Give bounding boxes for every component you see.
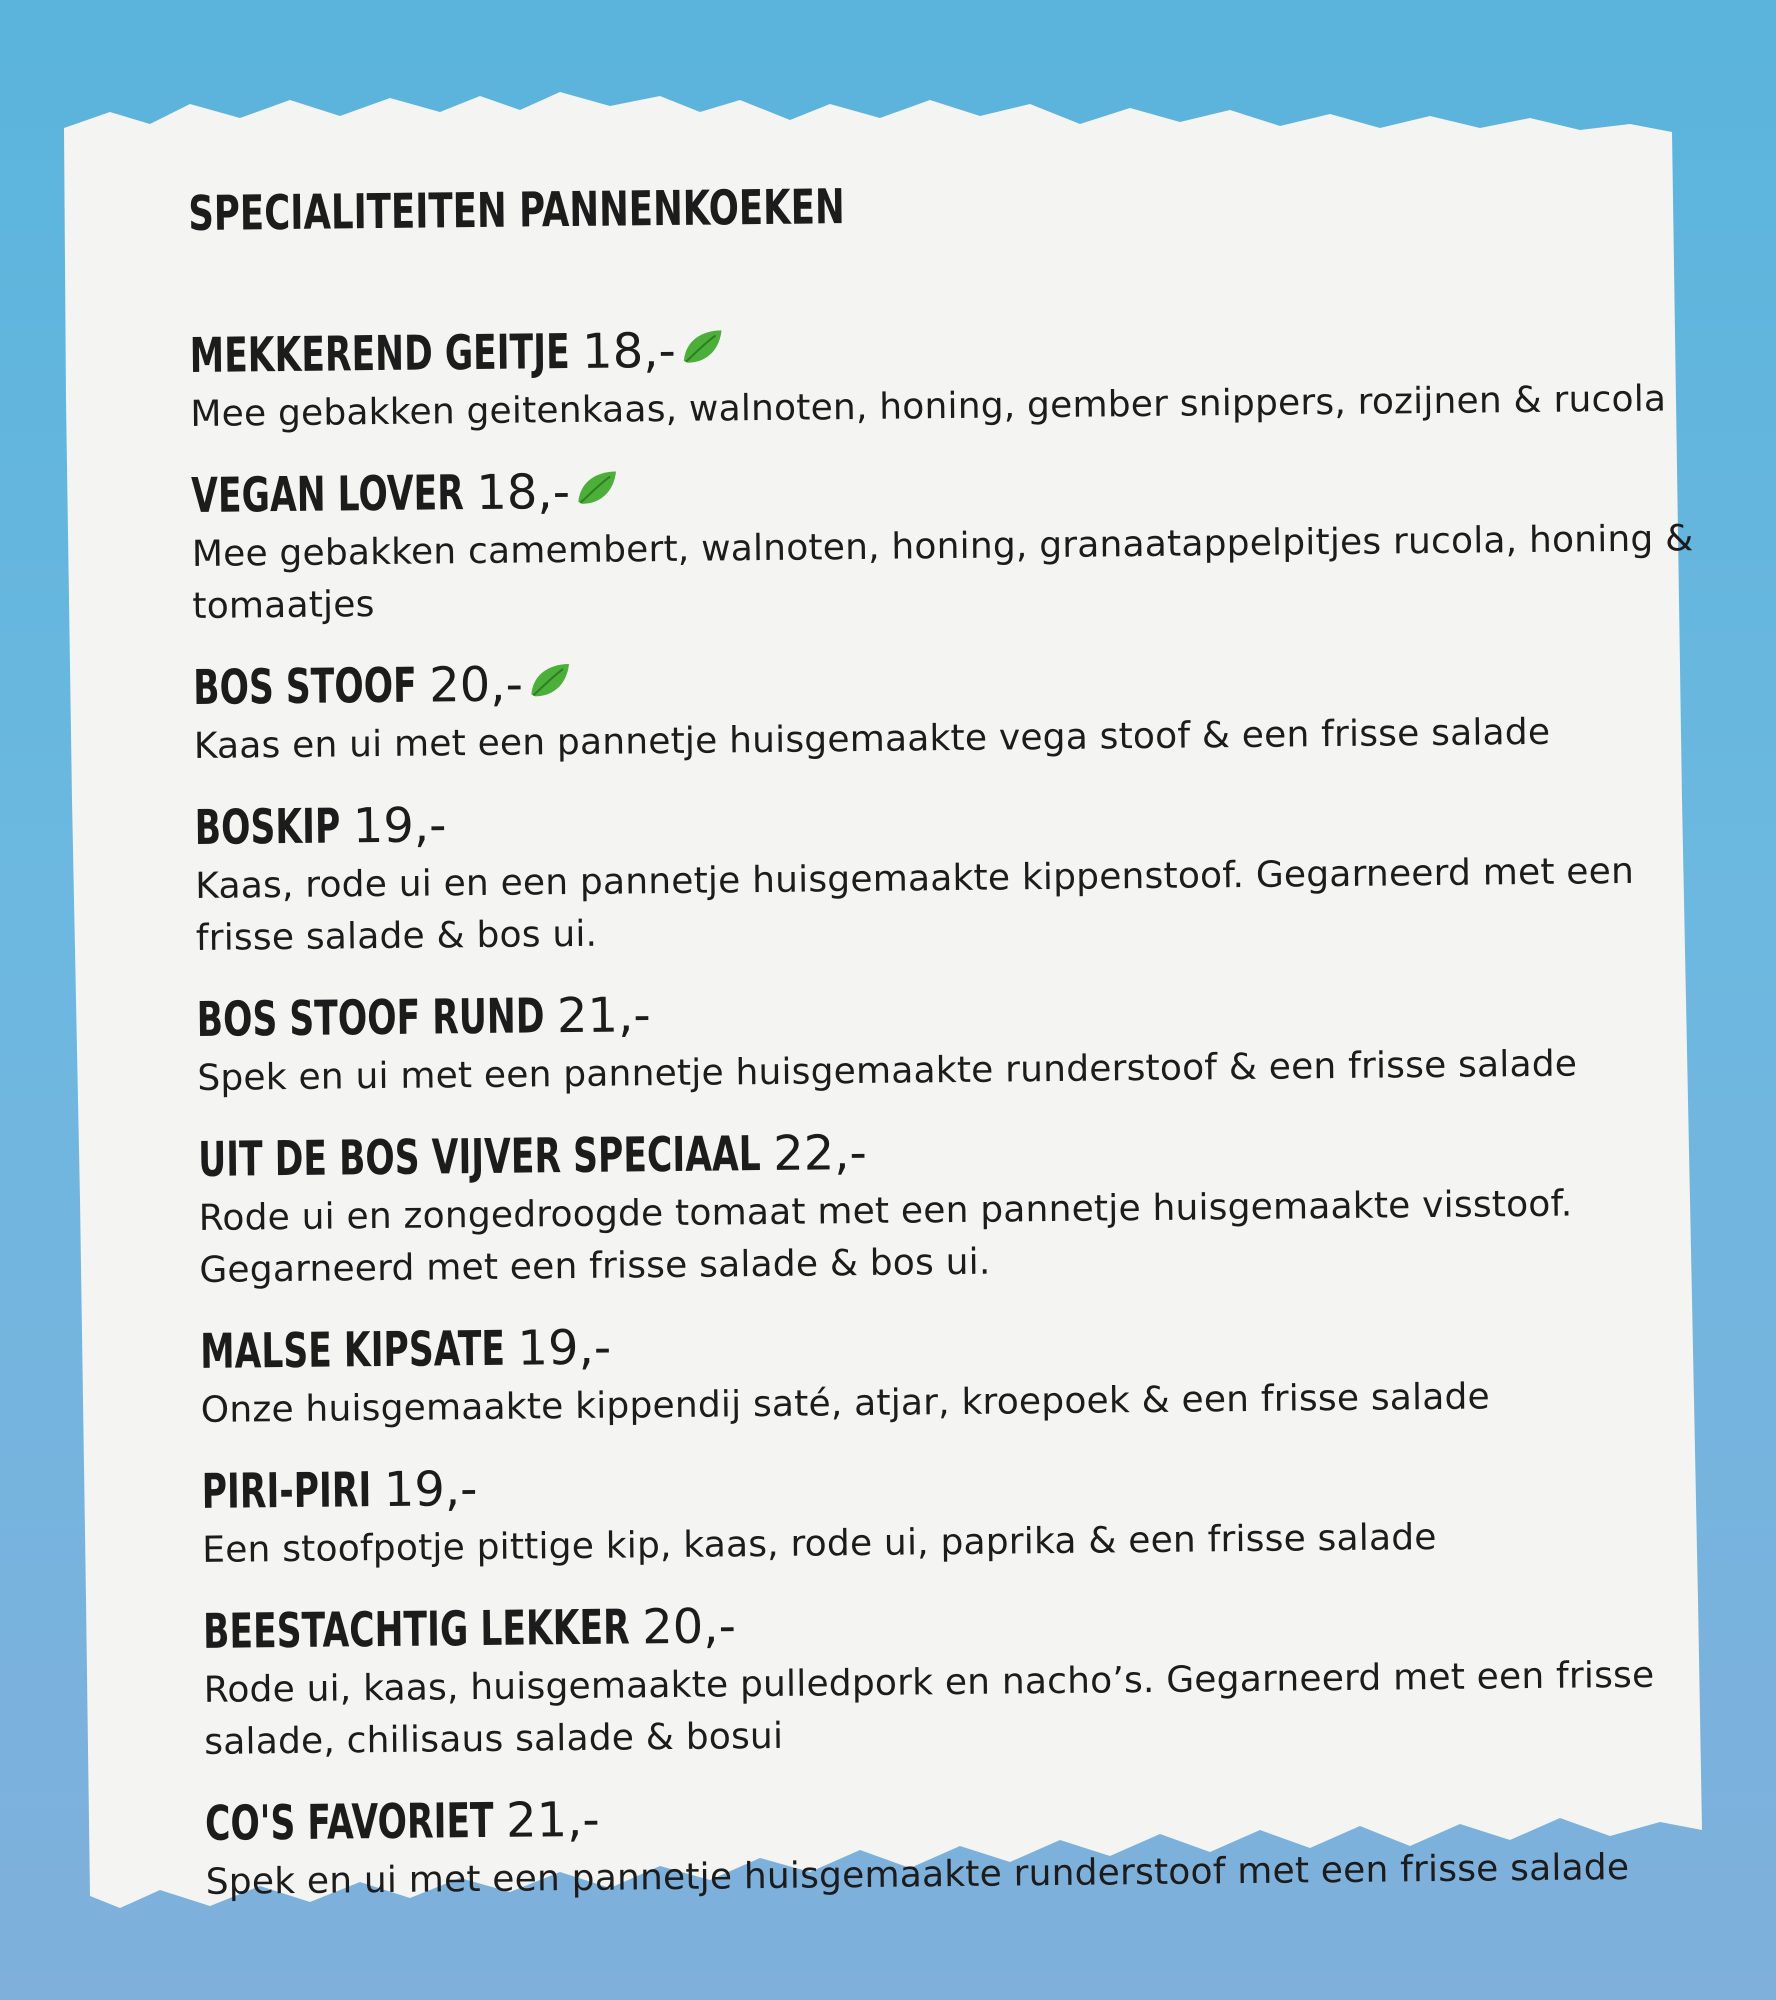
menu-item-header — [198, 1115, 1719, 1189]
menu-item-name: PIRI-PIRI — [201, 1461, 372, 1520]
menu-item-name: BOS STOOF RUND — [196, 988, 545, 1048]
menu-item-8 — [201, 1447, 1722, 1577]
menu-item-header — [200, 1307, 1721, 1381]
menu-item-header — [189, 311, 1710, 385]
menu-title: SPECIALITEITEN PANNENKOEKEN — [187, 179, 845, 242]
menu-item-description: Een stoofpotje pittige kip, kaas, rode ui, paprika & een frisse salade — [202, 1516, 1437, 1571]
menu-item-price: 20,- — [641, 1598, 737, 1656]
menu-item-name: VEGAN LOVER — [190, 464, 465, 524]
menu-item-description: Kaas, rode ui en een pannetje huisgemaakte kippenstoof. Gegarneerd met een frisse salade & bos ui. — [195, 850, 1635, 959]
menu-item-10 — [205, 1779, 1726, 1909]
menu-item-description: Mee gebakken camembert, walnoten, honing, granaatappelpitjes rucola, honing & tomaatjes — [191, 518, 1694, 627]
menu-items-list — [189, 311, 1725, 1909]
menu-item-name-box — [189, 323, 571, 384]
menu-item-name-box — [201, 1461, 372, 1520]
menu-item-name: MEKKEREND GEITJE — [189, 323, 570, 384]
menu-item-name-box — [194, 798, 341, 856]
menu-item-7 — [200, 1307, 1721, 1437]
menu-item-header — [201, 1447, 1722, 1521]
menu-item-name-box — [204, 1792, 494, 1852]
menu-item-name: BEESTACHTIG LEKKER — [202, 1599, 631, 1660]
menu-item-price: 19,- — [517, 1319, 612, 1377]
menu-item-description: Kaas en ui met een pannetje huisgemaakte vega stoof & een frisse salade — [193, 711, 1551, 767]
menu-item-price: 21,- — [556, 986, 651, 1044]
menu-item-header — [193, 643, 1714, 717]
leaf-icon — [574, 467, 618, 507]
menu-content — [188, 172, 1726, 1935]
menu-item-name-box — [192, 657, 417, 716]
menu-item-price: 22,- — [772, 1124, 868, 1182]
menu-item-header — [191, 451, 1712, 525]
menu-item-6 — [198, 1115, 1720, 1297]
menu-item-name: BOS STOOF — [192, 657, 417, 716]
menu-item-3 — [193, 643, 1714, 773]
leaf-icon — [680, 326, 724, 366]
menu-item-price: 18,- — [476, 463, 571, 521]
menu-item-2 — [191, 451, 1713, 633]
menu-item-description: Rode ui en zongedroogde tomaat met een pannetje huisgemaakte visstoof. Gegarneerd met een frisse salade & bos ui. — [198, 1183, 1573, 1291]
menu-item-name-box — [199, 1320, 506, 1380]
menu-item-9 — [203, 1587, 1725, 1769]
menu-item-header — [194, 783, 1715, 857]
menu-item-description: Rode ui, kaas, huisgemaakte pulledpork en nacho’s. Gegarneerd met een frisse salade, chilisaus salade & bosui — [203, 1654, 1655, 1763]
menu-item-name-box — [202, 1599, 631, 1660]
menu-item-header — [196, 975, 1717, 1049]
menu-item-header — [205, 1779, 1726, 1853]
menu-item-name: UIT DE BOS VIJVER SPECIAAL — [197, 1125, 761, 1188]
menu-item-description: Spek en ui met een pannetje huisgemaakte runderstoof & een frisse salade — [197, 1043, 1578, 1099]
menu-item-description: Spek en ui met een pannetje huisgemaakte runderstoof met een frisse salade — [205, 1846, 1630, 1903]
menu-item-name-box — [196, 988, 545, 1048]
menu-item-name-box — [190, 464, 465, 524]
menu-item-name-box — [197, 1125, 761, 1188]
menu-item-price: 18,- — [581, 322, 677, 380]
menu-item-name: CO'S FAVORIET — [204, 1792, 494, 1852]
menu-item-price: 21,- — [505, 1791, 600, 1849]
menu-item-price: 19,- — [383, 1460, 478, 1518]
menu-item-name: MALSE KIPSATE — [199, 1320, 506, 1380]
menu-item-description: Mee gebakken geitenkaas, walnoten, honing, gember snippers, rozijnen & rucola — [190, 378, 1667, 435]
menu-item-name: BOSKIP — [194, 798, 341, 856]
menu-item-description: Onze huisgemaakte kippendij saté, atjar, kroepoek & een frisse salade — [200, 1376, 1491, 1431]
menu-item-price: 20,- — [428, 656, 524, 714]
leaf-icon — [527, 660, 571, 700]
menu-item-1 — [189, 311, 1710, 441]
menu-item-5 — [196, 975, 1717, 1105]
menu-item-4 — [194, 783, 1716, 965]
menu-item-price: 19,- — [352, 797, 447, 855]
menu-item-header — [203, 1587, 1724, 1661]
